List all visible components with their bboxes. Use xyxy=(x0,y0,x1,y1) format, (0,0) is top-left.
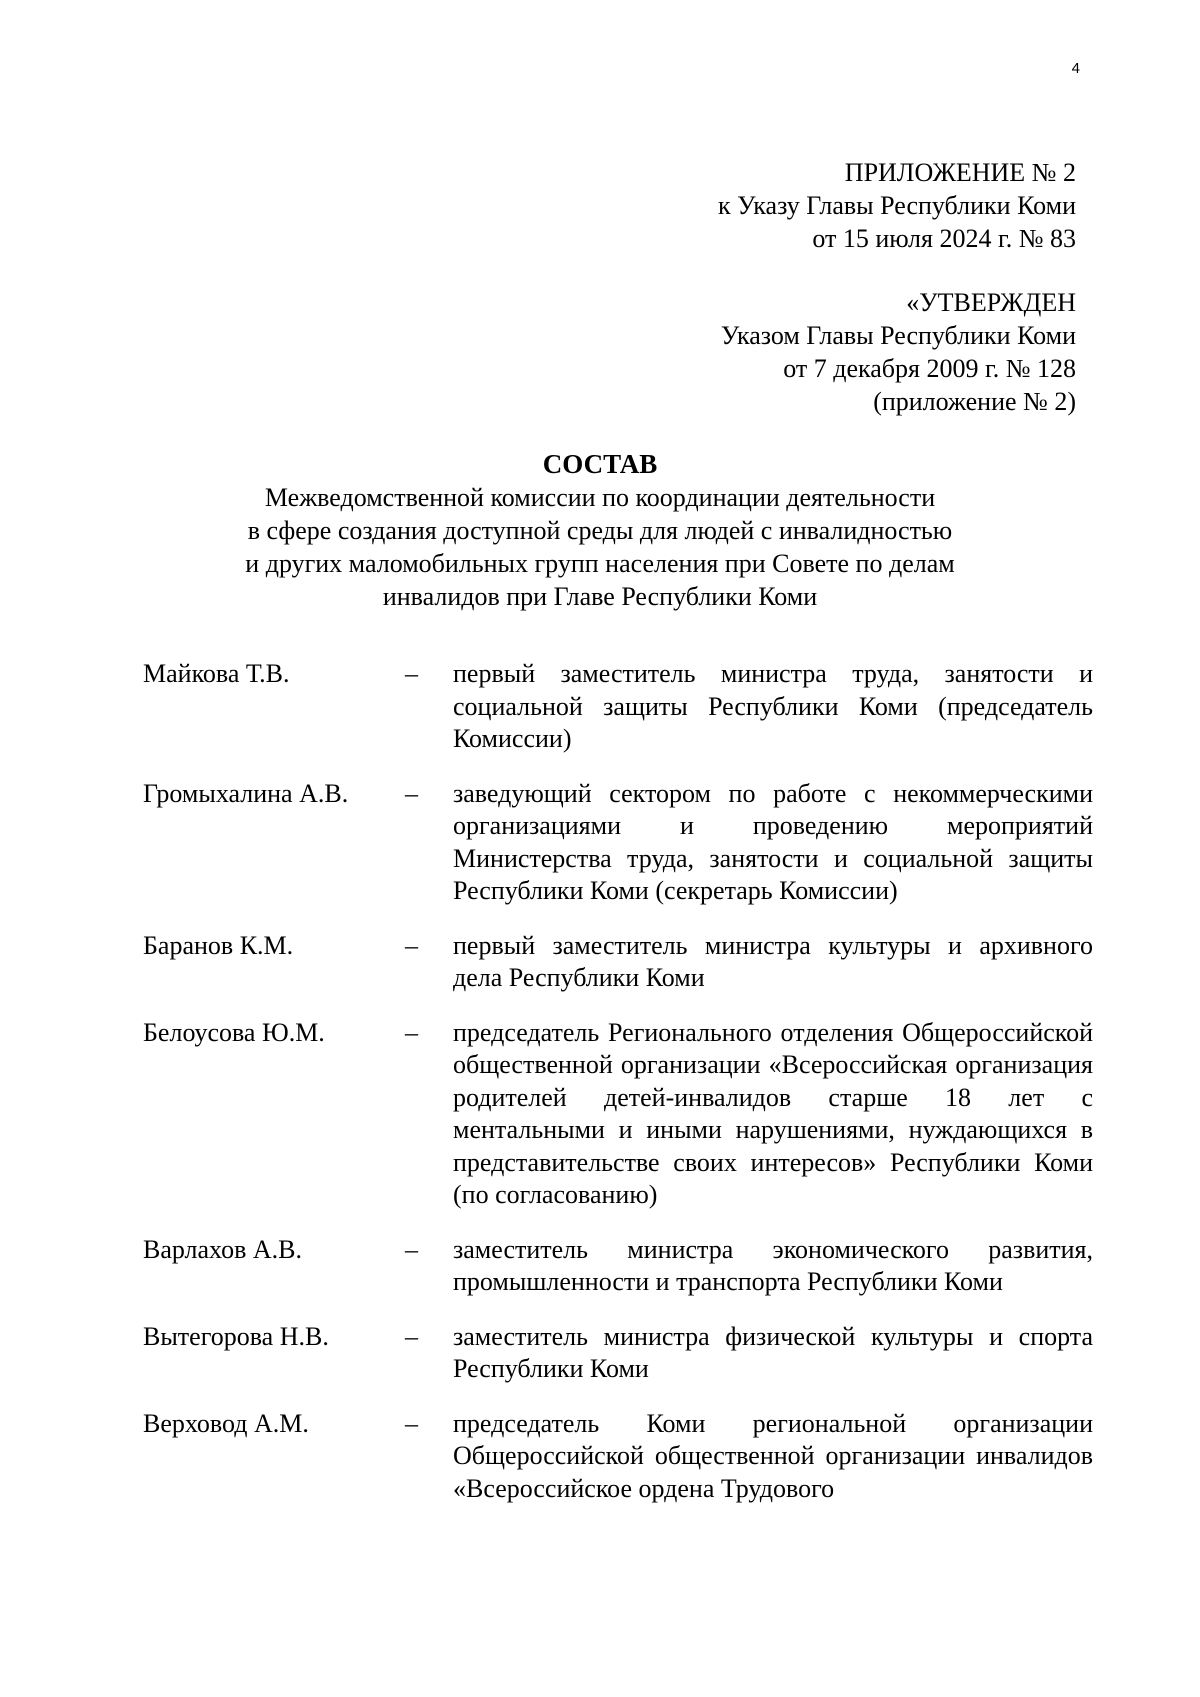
member-name: Вытегорова Н.В. xyxy=(143,1321,329,1351)
members-list xyxy=(143,658,1093,1527)
member-row xyxy=(143,930,1093,995)
member-position: заместитель министра экономического развития, промышленности и транспорта Республики Коми xyxy=(453,1234,1093,1296)
approved-appendix-ref: (приложение № 2) xyxy=(873,387,1076,416)
member-row xyxy=(143,1017,1093,1212)
member-dash: – xyxy=(405,1408,418,1438)
appendix-title: ПРИЛОЖЕНИЕ № 2 xyxy=(844,158,1076,187)
member-dash: – xyxy=(405,1321,418,1351)
member-row xyxy=(143,658,1093,756)
approved-decree-ref: Указом Главы Республики Коми xyxy=(720,321,1076,350)
member-name: Варлахов А.В. xyxy=(143,1234,302,1264)
title-line-3: и других маломобильных групп населения при Совете по делам xyxy=(245,549,955,578)
member-row xyxy=(143,1234,1093,1299)
appendix-header xyxy=(718,156,1076,255)
title-line-2: в сфере создания доступной среды для людей с инвалидностью xyxy=(247,516,953,545)
approved-decree-date: от 7 декабря 2009 г. № 128 xyxy=(783,354,1076,383)
member-dash: – xyxy=(405,778,418,808)
member-name: Громыхалина А.В. xyxy=(143,778,349,808)
member-row xyxy=(143,1321,1093,1386)
member-position: заместитель министра физической культуры и спорта Республики Коми xyxy=(453,1321,1093,1383)
member-dash: – xyxy=(405,1234,418,1264)
appendix-decree-date: от 15 июля 2024 г. № 83 xyxy=(812,224,1076,253)
member-name: Баранов К.М. xyxy=(143,930,294,960)
appendix-decree-ref: к Указу Главы Республики Коми xyxy=(718,191,1076,220)
member-name: Майкова Т.В. xyxy=(143,659,290,688)
member-name: Белоусова Ю.М. xyxy=(143,1017,325,1047)
member-position: первый заместитель министра труда, занятости и социальной защиты Республики Коми (председатель Комиссии) xyxy=(453,659,1093,753)
member-dash: – xyxy=(405,1017,418,1047)
title-heading: СОСТАВ xyxy=(542,449,658,479)
page-number: 4 xyxy=(1071,60,1080,77)
member-row xyxy=(143,778,1093,908)
member-row xyxy=(143,1408,1093,1506)
member-dash: – xyxy=(405,659,418,688)
member-position: заведующий сектором по работе с некоммерческими организациями и проведению мероприятий Министерства труда, занятости и социальной защиты Республики Коми (секретарь Комиссии) xyxy=(453,778,1093,905)
approved-header xyxy=(721,286,1076,418)
member-dash: – xyxy=(405,930,418,960)
member-position: первый заместитель министра культуры и архивного дела Республики Коми xyxy=(453,930,1093,992)
member-name: Верховод А.М. xyxy=(143,1408,309,1438)
title-line-1: Межведомственной комиссии по координации деятельности xyxy=(264,483,936,512)
member-position: председатель Коми региональной организации Общероссийской общественной организации инвалидов «Всероссийское ордена Трудового xyxy=(453,1408,1093,1503)
title-line-4: инвалидов при Главе Республики Коми xyxy=(382,582,818,611)
member-position: председатель Регионального отделения Общероссийской общественной организации «Всероссийская организация родителей детей-инвалидов старше 18 лет с ментальными и иными нарушениями, нуждающихся в представительстве своих интересов» Республики Коми (по согласованию) xyxy=(453,1017,1093,1209)
document-title xyxy=(0,448,1200,613)
approved-title: «УТВЕРЖДЕН xyxy=(906,288,1076,317)
